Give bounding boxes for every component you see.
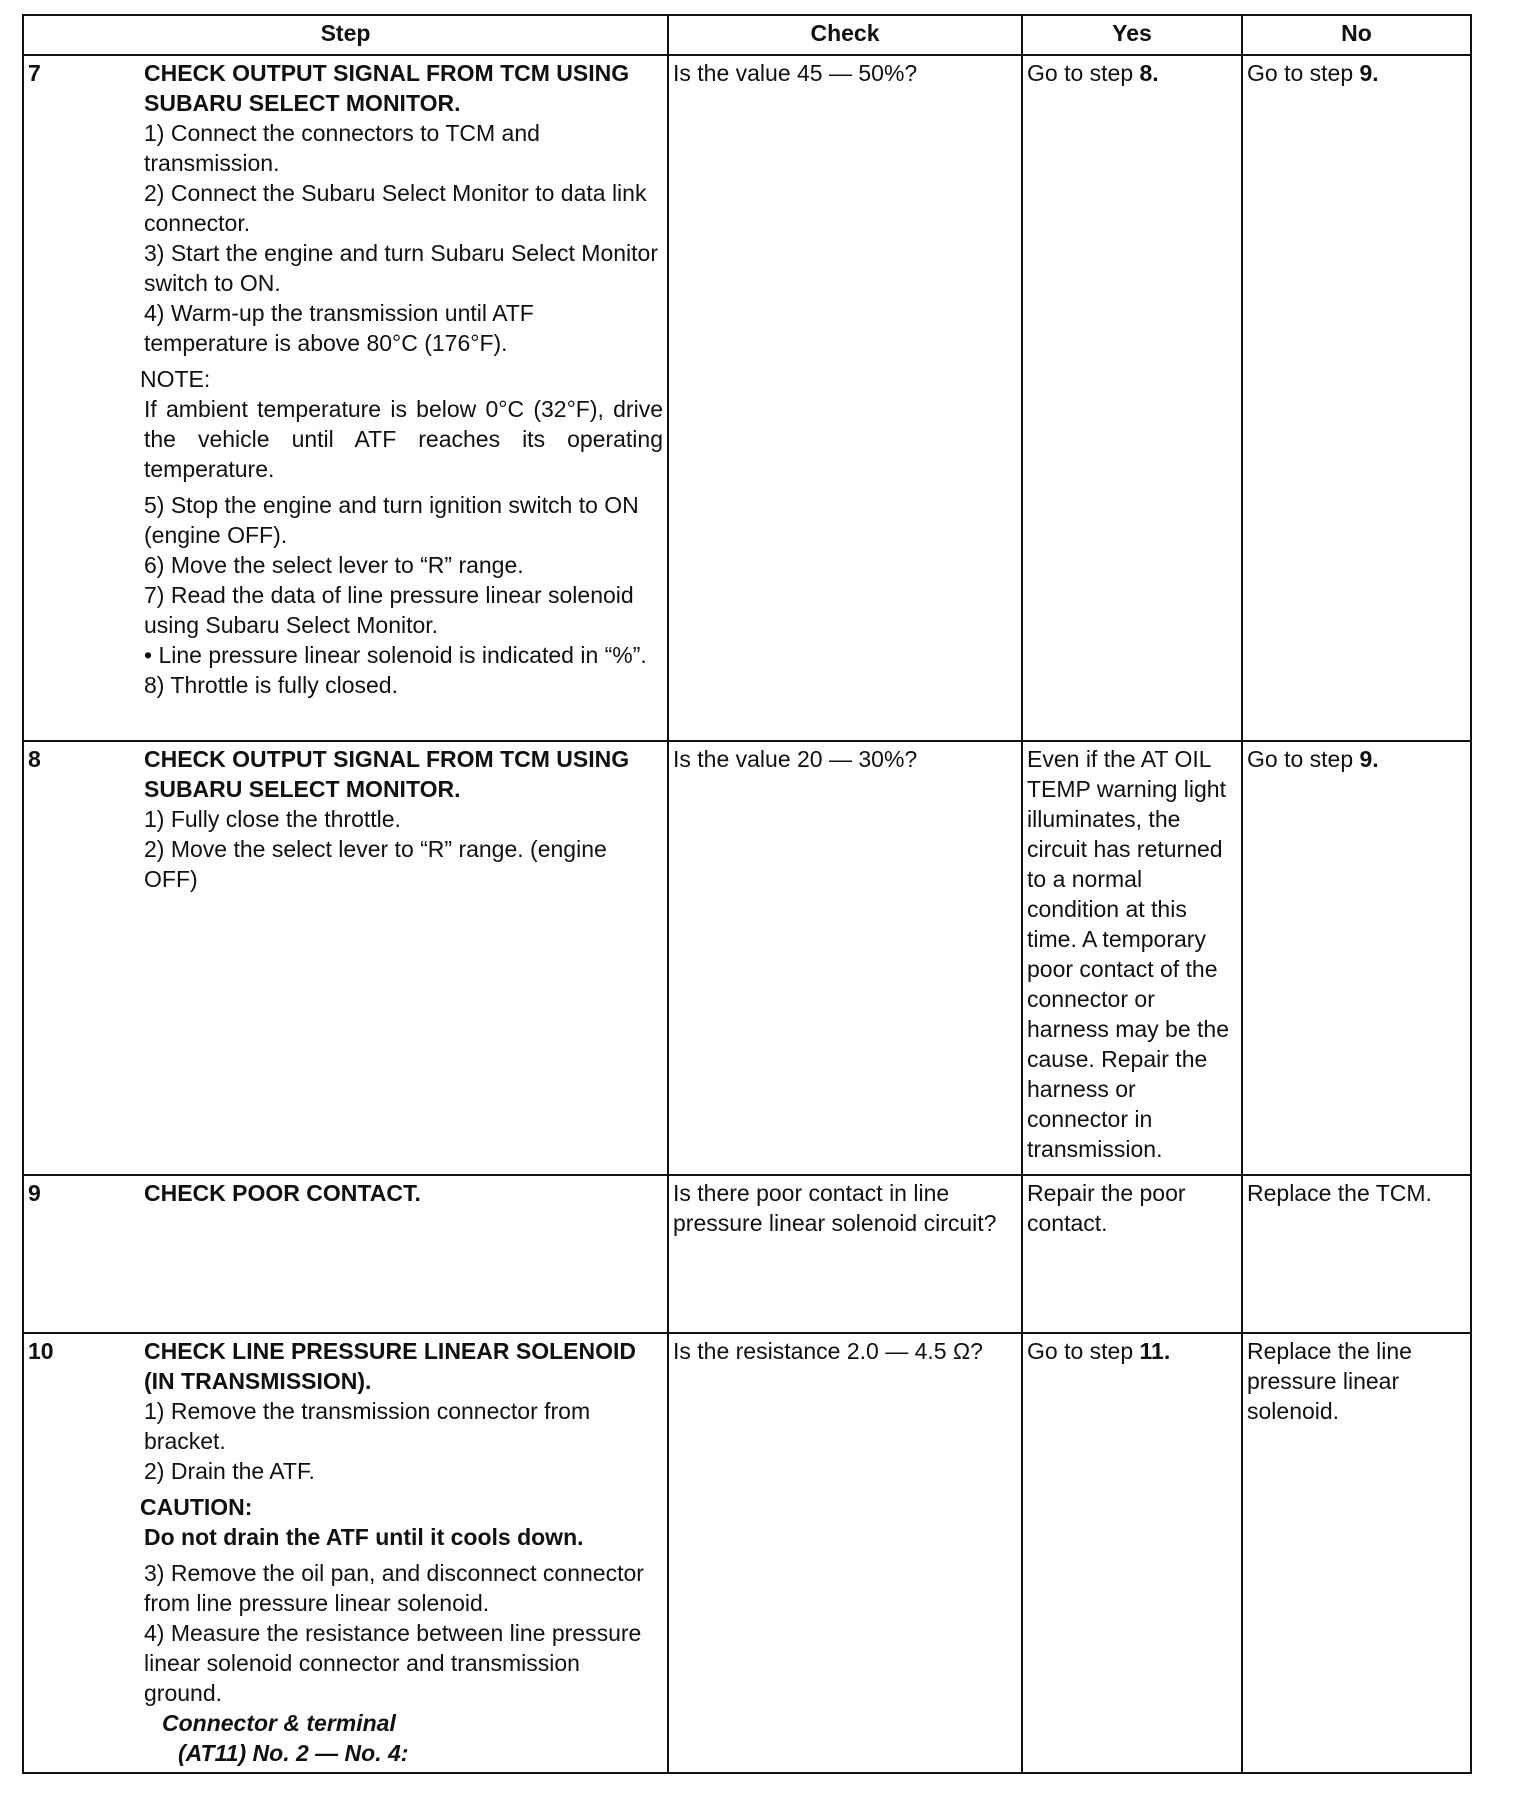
diagnostic-table xyxy=(22,14,1472,1774)
procedure-step: 4) Measure the resistance between line pressure linear solenoid connector and transmission ground. xyxy=(144,1620,642,1706)
bullet-note: • Line pressure linear solenoid is indicated in “%”. xyxy=(144,642,647,668)
yes-cell: Repair the poor contact. xyxy=(1022,1175,1242,1333)
check-cell: Is there poor contact in line pressure linear solenoid circuit? xyxy=(668,1175,1022,1333)
step-cell xyxy=(23,1175,668,1333)
procedure-step: 4) Warm-up the transmission until ATF temperature is above 80°C (176°F). xyxy=(144,300,534,356)
procedure-step: 6) Move the select lever to “R” range. xyxy=(144,552,524,578)
connector-terminal-label: Connector & terminal xyxy=(162,1710,396,1736)
no-prefix: Go to step xyxy=(1247,746,1360,772)
procedure-step: 5) Stop the engine and turn ignition switch to ON (engine OFF). xyxy=(144,492,639,548)
procedure-step: 1) Fully close the throttle. xyxy=(144,806,401,832)
header-no: No xyxy=(1242,15,1471,55)
table-row-step-7 xyxy=(23,55,1471,741)
caution-text: Do not drain the ATF until it cools down. xyxy=(144,1524,584,1550)
procedure-step: 1) Remove the transmission connector from bracket. xyxy=(144,1398,591,1454)
yes-step-link: 8. xyxy=(1139,60,1159,86)
procedure-step: 2) Connect the Subaru Select Monitor to data link connector. xyxy=(144,180,647,236)
table-row-step-8 xyxy=(23,741,1471,1175)
no-cell xyxy=(1242,55,1471,741)
header-step: Step xyxy=(23,15,668,55)
procedure-step: 3) Remove the oil pan, and disconnect connector from line pressure linear solenoid. xyxy=(144,1560,644,1616)
step-cell xyxy=(23,55,668,741)
step-number: 7 xyxy=(28,60,41,86)
table-row-step-10 xyxy=(23,1333,1471,1773)
procedure-step: 2) Drain the ATF. xyxy=(144,1458,315,1484)
no-step-link: 9. xyxy=(1359,746,1379,772)
step-number: 10 xyxy=(28,1338,54,1364)
step-title: CHECK OUTPUT SIGNAL FROM TCM USING SUBARU SELECT MONITOR. xyxy=(144,746,630,802)
step-title: CHECK POOR CONTACT. xyxy=(144,1180,421,1206)
no-prefix: Go to step xyxy=(1247,60,1360,86)
no-cell: Replace the TCM. xyxy=(1242,1175,1471,1333)
procedure-step: 1) Connect the connectors to TCM and transmission. xyxy=(144,120,540,176)
procedure-step: 8) Throttle is fully closed. xyxy=(144,672,398,698)
no-cell xyxy=(1242,741,1471,1175)
yes-prefix: Go to step xyxy=(1027,60,1140,86)
no-step-link: 9. xyxy=(1359,60,1379,86)
note-label: NOTE: xyxy=(140,366,211,392)
check-cell: Is the resistance 2.0 — 4.5 Ω? xyxy=(668,1333,1022,1773)
connector-terminal-value: (AT11) No. 2 — No. 4: xyxy=(178,1740,409,1766)
yes-prefix: Go to step xyxy=(1027,1338,1140,1364)
step-title: CHECK LINE PRESSURE LINEAR SOLENOID (IN TRANSMISSION). xyxy=(144,1338,636,1394)
header-row xyxy=(23,15,1471,55)
yes-cell: Even if the AT OIL TEMP warning light illuminates, the circuit has returned to a normal condition at this time. A temporary poor contact of the connector or harness may be the cause. Repair the harness or connector in transmission. xyxy=(1022,741,1242,1175)
caution-label: CAUTION: xyxy=(140,1494,253,1520)
yes-cell xyxy=(1022,1333,1242,1773)
table-row-step-9 xyxy=(23,1175,1471,1333)
header-check: Check xyxy=(668,15,1022,55)
check-cell: Is the value 45 — 50%? xyxy=(668,55,1022,741)
yes-cell xyxy=(1022,55,1242,741)
step-title: CHECK OUTPUT SIGNAL FROM TCM USING SUBARU SELECT MONITOR. xyxy=(144,60,630,116)
header-yes: Yes xyxy=(1022,15,1242,55)
step-number: 9 xyxy=(28,1180,41,1206)
note-text: If ambient temperature is below 0°C (32°F), drive the vehicle until ATF reaches its operating temperature. xyxy=(144,396,663,482)
step-cell xyxy=(23,741,668,1175)
step-cell xyxy=(23,1333,668,1773)
procedure-step: 7) Read the data of line pressure linear solenoid using Subaru Select Monitor. xyxy=(144,582,634,638)
yes-step-link: 11. xyxy=(1139,1338,1171,1364)
procedure-step: 3) Start the engine and turn Subaru Select Monitor switch to ON. xyxy=(144,240,658,296)
step-number: 8 xyxy=(28,746,41,772)
check-cell: Is the value 20 — 30%? xyxy=(668,741,1022,1175)
no-cell: Replace the line pressure linear solenoid. xyxy=(1242,1333,1471,1773)
procedure-step: 2) Move the select lever to “R” range. (engine OFF) xyxy=(144,836,607,892)
